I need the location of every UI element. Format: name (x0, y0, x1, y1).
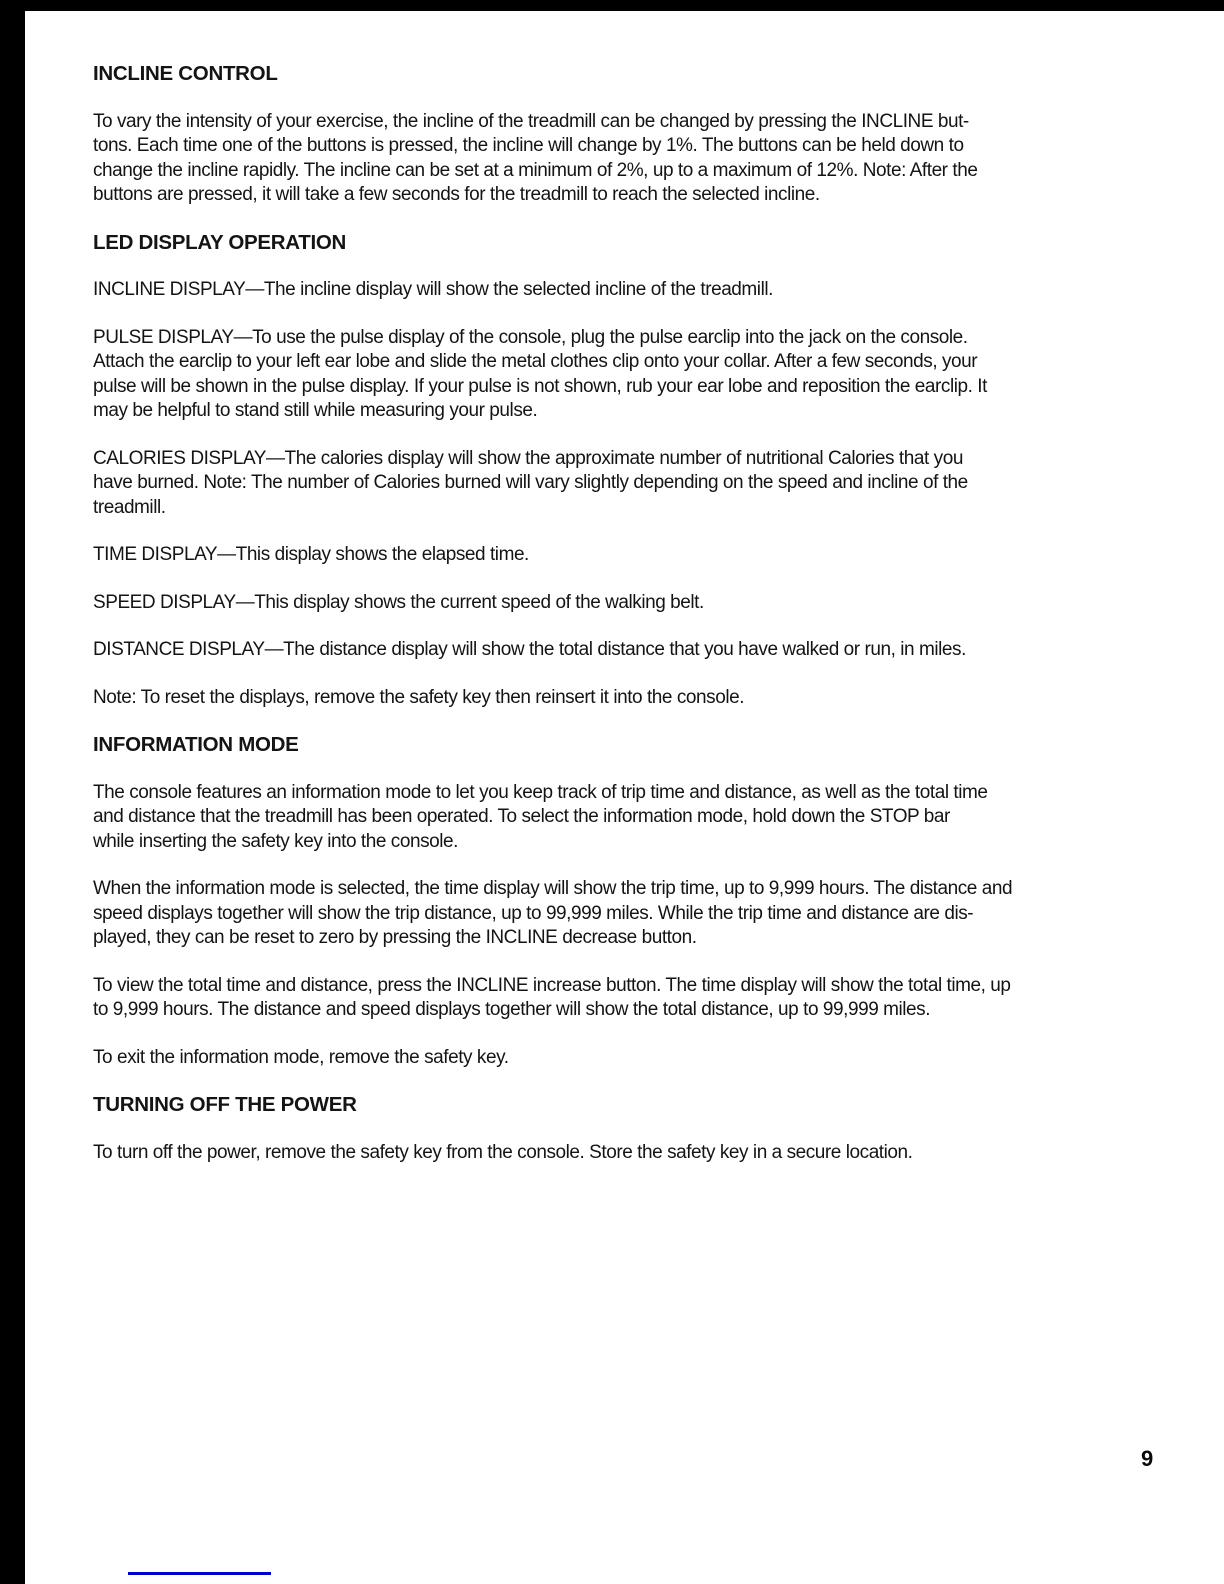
paragraph (93, 110, 1123, 208)
paragraph (93, 974, 1123, 1023)
paragraph-line: tons. Each time one of the buttons is pressed, the incline will change by 1%. The buttons can be held down to (93, 135, 964, 156)
paragraph (93, 326, 1123, 424)
paragraph-line: pulse will be shown in the pulse display. If your pulse is not shown, rub your ear lobe and reposition the earclip. It (93, 375, 987, 397)
paragraph-line: DISTANCE DISPLAY—The distance display will show the total distance that you have walked or run, in miles. (93, 639, 966, 660)
paragraph-line: Note: To reset the displays, remove the safety key then reinsert it into the console. (93, 686, 745, 708)
paragraph (93, 638, 1123, 663)
section-heading: TURNING OFF THE POWER (93, 1093, 357, 1116)
paragraph-line: have burned. Note: The number of Calories burned will vary slightly depending on the speed and incline of the (93, 472, 968, 493)
paragraph-line: SPEED DISPLAY—This display shows the current speed of the walking belt. (93, 591, 704, 613)
paragraph-line: played, they can be reset to zero by pressing the INCLINE decrease button. (93, 927, 697, 948)
paragraph-line: To exit the information mode, remove the safety key. (93, 1046, 509, 1068)
paragraph-line: To vary the intensity of your exercise, the incline of the treadmill can be changed by pressing the INCLINE but- (93, 110, 969, 132)
section-heading: INFORMATION MODE (93, 733, 299, 756)
paragraph-line: To turn off the power, remove the safety key from the console. Store the safety key in a secure location. (93, 1141, 913, 1163)
paragraph-line: speed displays together will show the trip distance, up to 99,999 miles. While the trip time and distance are dis- (93, 902, 974, 924)
scan-edge-bar-top (0, 0, 1224, 11)
paragraph (93, 781, 1123, 855)
blue-line-artifact (128, 1572, 271, 1575)
paragraph-line: When the information mode is selected, the time display will show the trip time, up to 9,999 hours. The distance and (93, 878, 1013, 899)
paragraph-line: INCLINE DISPLAY—The incline display will show the selected incline of the treadmill. (93, 279, 773, 300)
paragraph (93, 1141, 1123, 1166)
paragraph-line: CALORIES DISPLAY—The calories display will show the approximate number of nutritional Calories that you (93, 447, 963, 469)
paragraph-line: PULSE DISPLAY—To use the pulse display of the console, plug the pulse earclip into the jack on the console. (93, 326, 968, 348)
manual-page-content (93, 62, 1123, 1188)
paragraph-line: Attach the earclip to your left ear lobe and slide the metal clothes clip onto your collar. After a few seconds, your (93, 351, 978, 372)
paragraph-line: treadmill. (93, 496, 166, 518)
paragraph-line: buttons are pressed, it will take a few seconds for the treadmill to reach the selected incline. (93, 184, 820, 205)
paragraph-line: TIME DISPLAY—This display shows the elapsed time. (93, 544, 529, 565)
scan-edge-bar-left (0, 0, 25, 1584)
page-number: 9 (1141, 1446, 1154, 1471)
paragraph (93, 543, 1123, 568)
paragraph-line: may be helpful to stand still while measuring your pulse. (93, 400, 538, 421)
paragraph-line: change the incline rapidly. The incline can be set at a minimum of 2%, up to a maximum of 12%. Note: After the (93, 159, 978, 181)
paragraph-line: To view the total time and distance, press the INCLINE increase button. The time display will show the total time, up (93, 974, 1011, 996)
paragraph (93, 686, 1123, 711)
paragraph (93, 447, 1123, 521)
paragraph-line: while inserting the safety key into the console. (93, 830, 458, 852)
paragraph-line: to 9,999 hours. The distance and speed displays together will show the total distance, up to 99,999 miles. (93, 999, 931, 1020)
paragraph-line: and distance that the treadmill has been operated. To select the information mode, hold down the STOP bar (93, 806, 950, 827)
paragraph-line: The console features an information mode to let you keep track of trip time and distance, as well as the total time (93, 781, 988, 803)
paragraph (93, 1046, 1123, 1071)
section-heading: INCLINE CONTROL (93, 62, 278, 85)
section-heading: LED DISPLAY OPERATION (93, 230, 347, 254)
paragraph (93, 877, 1123, 951)
paragraph (93, 278, 1123, 303)
paragraph (93, 591, 1123, 616)
